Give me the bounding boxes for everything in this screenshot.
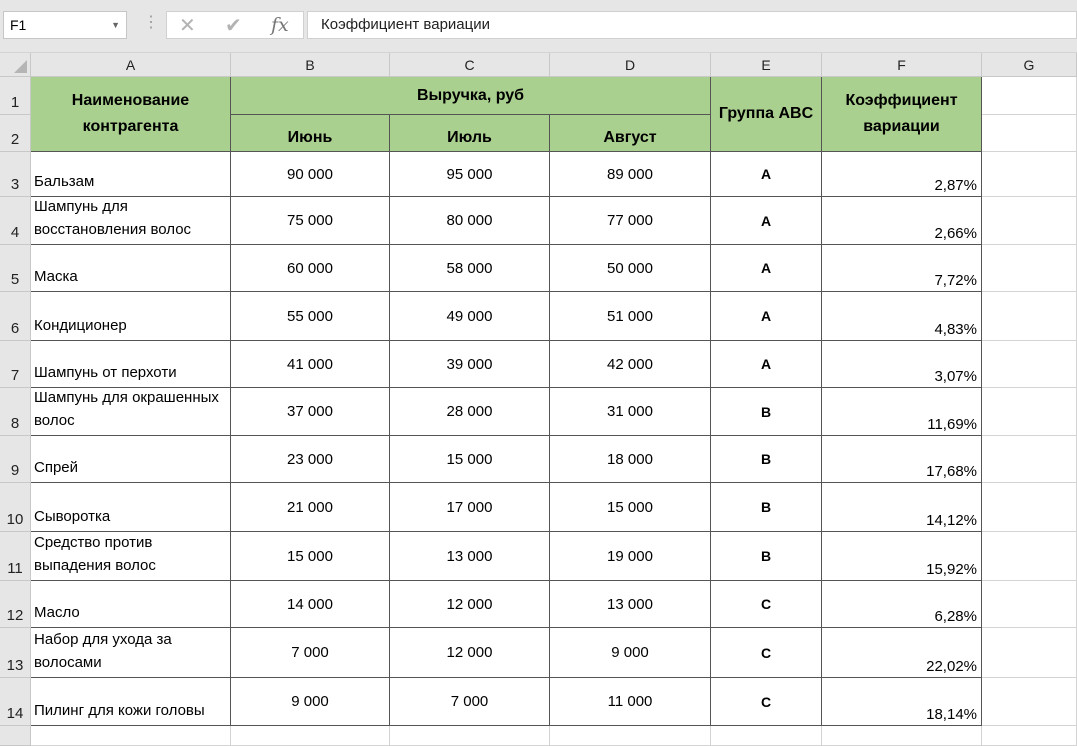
variation-coefficient-cell[interactable]: 6,28% (822, 581, 982, 628)
abc-group-cell[interactable]: B (711, 532, 822, 581)
abc-group-cell[interactable]: C (711, 581, 822, 628)
header-august-cell[interactable]: Август (550, 115, 711, 152)
fx-icon[interactable]: fx (271, 14, 289, 36)
variation-coefficient-cell[interactable]: 18,14% (822, 678, 982, 726)
abc-group-cell[interactable]: B (711, 483, 822, 532)
empty-cell[interactable] (982, 388, 1077, 436)
july-revenue-cell[interactable]: 7 000 (390, 678, 550, 726)
july-revenue-cell[interactable]: 15 000 (390, 436, 550, 483)
row-header-partial[interactable] (0, 726, 31, 746)
july-revenue-cell[interactable]: 39 000 (390, 341, 550, 388)
july-revenue-cell[interactable]: 28 000 (390, 388, 550, 436)
empty-cell[interactable] (982, 628, 1077, 678)
select-all-button[interactable] (0, 53, 31, 77)
june-revenue-cell[interactable]: 75 000 (231, 197, 390, 245)
product-name-cell[interactable]: Масло (31, 581, 231, 628)
june-revenue-cell[interactable]: 23 000 (231, 436, 390, 483)
abc-group-cell[interactable]: C (711, 628, 822, 678)
row-header-7[interactable]: 7 (0, 341, 31, 388)
june-revenue-cell[interactable]: 41 000 (231, 341, 390, 388)
abc-group-cell[interactable]: A (711, 245, 822, 292)
empty-cell[interactable] (982, 532, 1077, 581)
june-revenue-cell[interactable]: 37 000 (231, 388, 390, 436)
row-header-9[interactable]: 9 (0, 436, 31, 483)
product-name-cell[interactable]: Шампунь для окрашенных волос (31, 388, 231, 436)
june-revenue-cell[interactable]: 90 000 (231, 152, 390, 197)
row-header-13[interactable]: 13 (0, 628, 31, 678)
empty-cell[interactable] (982, 292, 1077, 341)
product-name-cell[interactable]: Кондиционер (31, 292, 231, 341)
empty-cell[interactable] (982, 245, 1077, 292)
empty-cell[interactable] (982, 483, 1077, 532)
august-revenue-cell[interactable]: 19 000 (550, 532, 711, 581)
header-cv-cell[interactable]: Коэффициент вариации (822, 77, 982, 152)
empty-cell[interactable] (982, 197, 1077, 245)
empty-cell[interactable] (31, 726, 231, 746)
abc-group-cell[interactable]: A (711, 152, 822, 197)
july-revenue-cell[interactable]: 95 000 (390, 152, 550, 197)
product-name-cell[interactable]: Средство против выпадения волос (31, 532, 231, 581)
july-revenue-cell[interactable]: 13 000 (390, 532, 550, 581)
empty-cell[interactable] (231, 726, 390, 746)
product-name-cell[interactable]: Маска (31, 245, 231, 292)
check-icon[interactable]: ✔ (225, 15, 242, 37)
variation-coefficient-cell[interactable]: 14,12% (822, 483, 982, 532)
empty-cell[interactable] (982, 581, 1077, 628)
empty-cell[interactable] (822, 726, 982, 746)
product-name-cell[interactable]: Шампунь от перхоти (31, 341, 231, 388)
july-revenue-cell[interactable]: 12 000 (390, 628, 550, 678)
august-revenue-cell[interactable]: 9 000 (550, 628, 711, 678)
empty-cell[interactable] (390, 726, 550, 746)
header-june-cell[interactable]: Июнь (231, 115, 390, 152)
empty-cell[interactable] (982, 115, 1077, 152)
row-header-10[interactable]: 10 (0, 483, 31, 532)
abc-group-cell[interactable]: C (711, 678, 822, 726)
variation-coefficient-cell[interactable]: 7,72% (822, 245, 982, 292)
august-revenue-cell[interactable]: 89 000 (550, 152, 711, 197)
june-revenue-cell[interactable]: 9 000 (231, 678, 390, 726)
june-revenue-cell[interactable]: 60 000 (231, 245, 390, 292)
june-revenue-cell[interactable]: 21 000 (231, 483, 390, 532)
variation-coefficient-cell[interactable]: 2,87% (822, 152, 982, 197)
header-july-cell[interactable]: Июль (390, 115, 550, 152)
column-header-e[interactable]: E (711, 53, 822, 77)
variation-coefficient-cell[interactable]: 4,83% (822, 292, 982, 341)
variation-coefficient-cell[interactable]: 17,68% (822, 436, 982, 483)
june-revenue-cell[interactable]: 14 000 (231, 581, 390, 628)
empty-cell[interactable] (982, 152, 1077, 197)
august-revenue-cell[interactable]: 13 000 (550, 581, 711, 628)
empty-cell[interactable] (982, 726, 1077, 746)
product-name-cell[interactable]: Шампунь для восстановления волос (31, 197, 231, 245)
variation-coefficient-cell[interactable]: 3,07% (822, 341, 982, 388)
product-name-cell[interactable]: Сыворотка (31, 483, 231, 532)
august-revenue-cell[interactable]: 18 000 (550, 436, 711, 483)
product-name-cell[interactable]: Набор для ухода за волосами (31, 628, 231, 678)
july-revenue-cell[interactable]: 17 000 (390, 483, 550, 532)
empty-cell[interactable] (982, 436, 1077, 483)
july-revenue-cell[interactable]: 58 000 (390, 245, 550, 292)
june-revenue-cell[interactable]: 15 000 (231, 532, 390, 581)
row-header-6[interactable]: 6 (0, 292, 31, 341)
row-header-2[interactable]: 2 (0, 115, 31, 152)
august-revenue-cell[interactable]: 50 000 (550, 245, 711, 292)
row-header-8[interactable]: 8 (0, 388, 31, 436)
variation-coefficient-cell[interactable]: 22,02% (822, 628, 982, 678)
product-name-cell[interactable]: Пилинг для кожи головы (31, 678, 231, 726)
august-revenue-cell[interactable]: 51 000 (550, 292, 711, 341)
empty-cell[interactable] (982, 341, 1077, 388)
august-revenue-cell[interactable]: 31 000 (550, 388, 711, 436)
formula-bar (0, 0, 1077, 53)
row-header-4[interactable]: 4 (0, 197, 31, 245)
formula-buttons (166, 11, 304, 39)
row-header-11[interactable]: 11 (0, 532, 31, 581)
july-revenue-cell[interactable]: 49 000 (390, 292, 550, 341)
name-box[interactable] (3, 11, 127, 39)
variation-coefficient-cell[interactable]: 11,69% (822, 388, 982, 436)
name-box-value: F1 (10, 17, 27, 33)
column-header-c[interactable]: C (390, 53, 550, 77)
column-header-b[interactable]: B (231, 53, 390, 77)
july-revenue-cell[interactable]: 80 000 (390, 197, 550, 245)
product-name-cell[interactable]: Бальзам (31, 152, 231, 197)
august-revenue-cell[interactable]: 15 000 (550, 483, 711, 532)
july-revenue-cell[interactable]: 12 000 (390, 581, 550, 628)
column-header-a[interactable]: A (31, 53, 231, 77)
abc-group-cell[interactable]: A (711, 292, 822, 341)
row-header-14[interactable]: 14 (0, 678, 31, 726)
empty-cell[interactable] (982, 77, 1077, 115)
column-header-d[interactable]: D (550, 53, 711, 77)
abc-group-cell[interactable]: B (711, 436, 822, 483)
column-header-g[interactable]: G (982, 53, 1077, 77)
column-header-f[interactable]: F (822, 53, 982, 77)
august-revenue-cell[interactable]: 11 000 (550, 678, 711, 726)
row-header-1[interactable]: 1 (0, 77, 31, 115)
empty-cell[interactable] (711, 726, 822, 746)
empty-cell[interactable] (550, 726, 711, 746)
header-group-cell[interactable]: Группа ABC (711, 77, 822, 152)
row-header-5[interactable]: 5 (0, 245, 31, 292)
header-revenue-cell[interactable]: Выручка, руб (231, 77, 711, 115)
august-revenue-cell[interactable]: 77 000 (550, 197, 711, 245)
august-revenue-cell[interactable]: 42 000 (550, 341, 711, 388)
row-header-3[interactable]: 3 (0, 152, 31, 197)
abc-group-cell[interactable]: A (711, 197, 822, 245)
abc-group-cell[interactable]: B (711, 388, 822, 436)
variation-coefficient-cell[interactable]: 15,92% (822, 532, 982, 581)
abc-group-cell[interactable]: A (711, 341, 822, 388)
drag-handle-icon[interactable]: ⋮ (143, 14, 159, 31)
product-name-cell[interactable]: Спрей (31, 436, 231, 483)
row-header-12[interactable]: 12 (0, 581, 31, 628)
june-revenue-cell[interactable]: 7 000 (231, 628, 390, 678)
header-name-cell[interactable]: Наименование контрагента (31, 77, 231, 152)
empty-cell[interactable] (982, 678, 1077, 726)
variation-coefficient-cell[interactable]: 2,66% (822, 197, 982, 245)
close-icon[interactable]: ✕ (179, 15, 196, 37)
chevron-down-icon[interactable]: ▼ (111, 20, 120, 30)
formula-input[interactable]: Коэффициент вариации (307, 11, 1077, 39)
june-revenue-cell[interactable]: 55 000 (231, 292, 390, 341)
